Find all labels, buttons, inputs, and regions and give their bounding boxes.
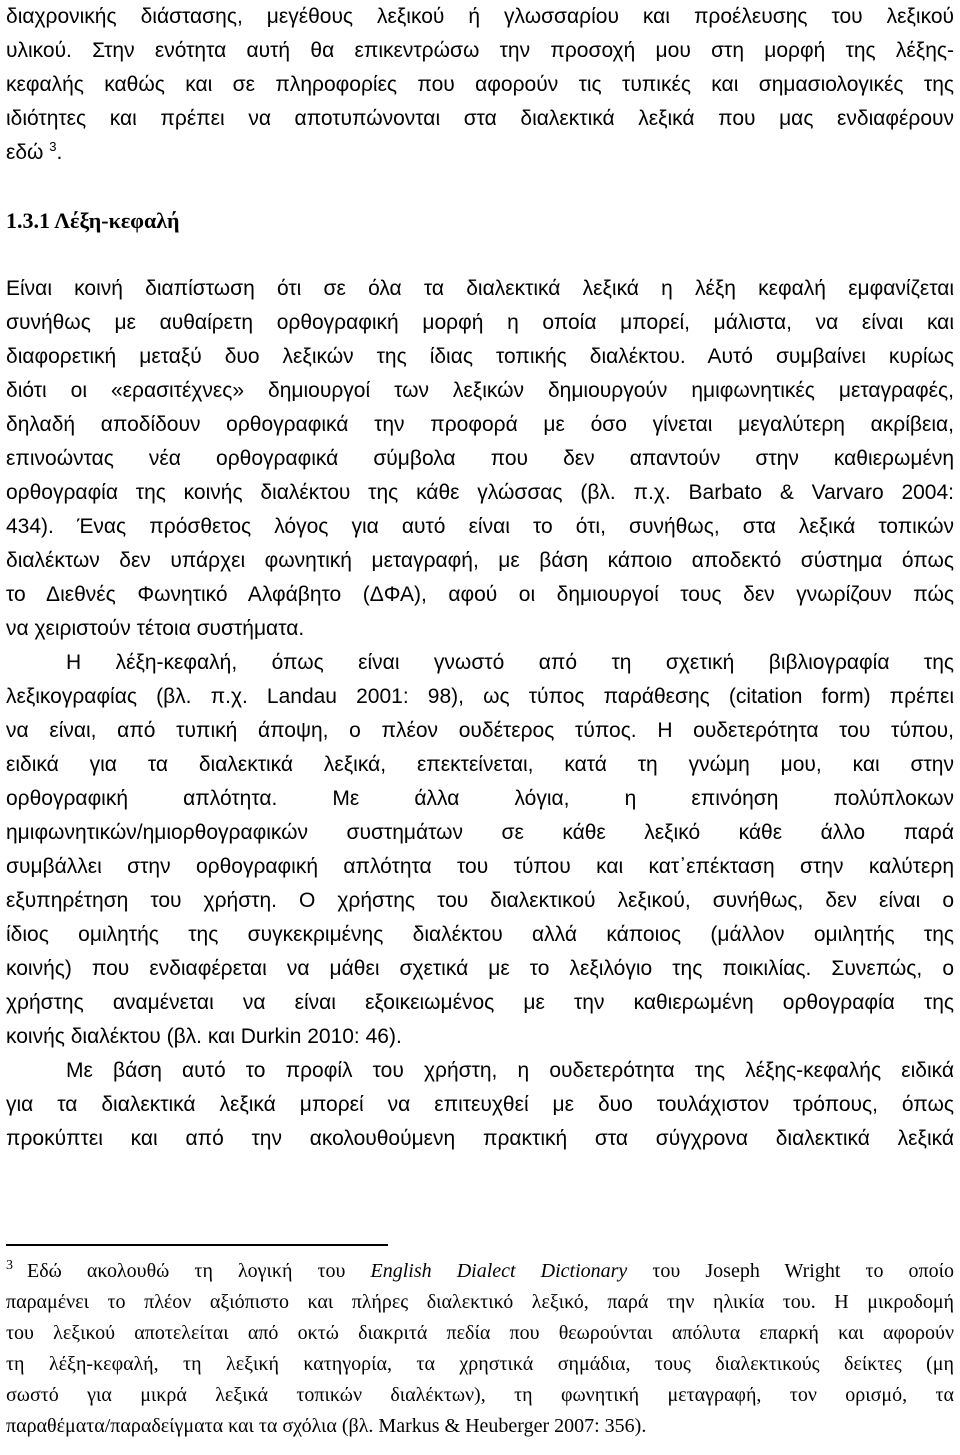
- paragraph-3: [6, 1054, 954, 1156]
- text-line: Είναι κοινή διαπίστωση ότι σε όλα τα διαλεκτικά λεξικά η λέξη κεφαλή εμφανίζεται: [6, 277, 954, 300]
- text-line: λεξικογραφίας (βλ. π.χ. Landau 2001: 98), ως τύπος παράθεσης (citation form) πρέπει: [6, 685, 954, 708]
- text-line: κεφαλής καθώς και σε πληροφορίες που αφορούν τις τυπικές και σημασιολογικές της: [6, 73, 954, 96]
- text-line: προκύπτει και από την ακολουθούμενη πρακτική στα σύγχρονα διαλεκτικά λεξικά: [6, 1127, 954, 1150]
- footnote-separator: [6, 1244, 388, 1246]
- spacer: [6, 170, 954, 204]
- text-line: 434). Ένας πρόσθετος λόγος για αυτό είναι το ότι, συνήθως, στα λεξικά τοπικών: [6, 515, 954, 538]
- paragraph-1: [6, 272, 954, 646]
- footnote-line: του λεξικού αποτελείται από οκτώ διακριτά πεδία που θεωρούνται απόλυτα επαρκή και αφορούν: [6, 1322, 954, 1344]
- section-heading: 1.3.1 Λέξη-κεφαλή: [6, 208, 180, 233]
- text-line: ειδικά για τα διαλεκτικά λεξικά, επεκτείνεται, κατά τη γνώμη μου, και στην: [6, 753, 954, 776]
- text-line: εξυπηρέτηση του χρήστη. Ο χρήστης του διαλεκτικού λεξικού, συνήθως, δεν είναι ο: [6, 889, 954, 912]
- text-line: το Διεθνές Φωνητικό Αλφάβητο (ΔΦΑ), αφού οι δημιουργοί τους δεν γνωρίζουν πώς: [6, 583, 954, 606]
- footnote-line: σωστό για μικρά λεξικά τοπικών διαλέκτων), τη φωνητική μεταγραφή, τον ορισμό, τα: [6, 1384, 954, 1406]
- footnotes: [6, 1256, 954, 1442]
- text-line: διαχρονικής διάστασης, μεγέθους λεξικού ή γλωσσαρίου και προέλευσης του λεξικού: [6, 5, 954, 28]
- text-line: ημιφωνητικών/ημιορθογραφικών συστημάτων σε κάθε λεξικό κάθε άλλο παρά: [6, 821, 954, 844]
- text-line: ίδιος ομιλητής της συγκεκριμένης διαλέκτου αλλά κάποιος (μάλλον ομιλητής της: [6, 923, 954, 946]
- text-line: ορθογραφία της κοινής διαλέκτου της κάθε γλώσσας (βλ. π.χ. Barbato & Varvaro 2004:: [6, 481, 954, 504]
- text-line: κοινής διαλέκτου (βλ. και Durkin 2010: 46).: [6, 1025, 402, 1048]
- text-fragment: εδώ: [6, 141, 44, 164]
- paragraph-2: [6, 646, 954, 1054]
- spacer: [6, 238, 954, 272]
- footnote-number: 3: [6, 1258, 13, 1274]
- text-line: συνήθως με αυθαίρετη ορθογραφική μορφή η οποία μπορεί, μάλιστα, να είναι και: [6, 311, 954, 334]
- text-line: Με βάση αυτό το προφίλ του χρήστη, η ουδετερότητα της λέξης-κεφαλής ειδικά: [66, 1059, 954, 1082]
- footnote-line: παραμένει το πλέον αξιόπιστο και πλήρες διαλεκτικό λεξικό, παρά την ηλικία του. Η μικροδομή: [6, 1291, 954, 1313]
- footnote-reference[interactable]: 3: [49, 139, 57, 154]
- text-line: υλικού. Στην ενότητα αυτή θα επικεντρώσω την προσοχή μου στη μορφή της λέξης-: [6, 39, 954, 62]
- text-line: χρήστης αναμένεται να είναι εξοικειωμένος με την καθιερωμένη ορθογραφία της: [6, 991, 954, 1014]
- text-line: διαφορετική μεταξύ δυο λεξικών της ίδιας τοπικής διαλέκτου. Αυτό συμβαίνει κυρίως: [6, 345, 954, 368]
- intro-paragraph: [6, 0, 954, 170]
- document-page: [6, 0, 954, 1156]
- text-line: Η λέξη-κεφαλή, όπως είναι γνωστό από τη σχετική βιβλιογραφία της: [66, 651, 954, 674]
- text-line: ιδιότητες και πρέπει να αποτυπώνονται στα διαλεκτικά λεξικά που μας ενδιαφέρουν: [6, 107, 954, 130]
- footnote-line: [6, 1256, 954, 1287]
- text-fragment: .: [56, 141, 63, 164]
- text-line: να χειριστούν τέτοια συστήματα.: [6, 617, 305, 640]
- text-line: διαλέκτων δεν υπάρχει φωνητική μεταγραφή, με βάση κάποιο αποδεκτό σύστημα όπως: [6, 549, 954, 572]
- footnote-line: τη λέξη-κεφαλή, τη λεξική κατηγορία, τα χρηστικά σημάδια, τους διαλεκτικούς δείκτες (μη: [6, 1353, 954, 1375]
- text-line: διότι οι «ερασιτέχνες» δημιουργοί των λεξικών δημιουργούν ημιφωνητικές μεταγραφές,: [6, 379, 954, 402]
- text-line: δηλαδή αποδίδουν ορθογραφικά την προφορά με όσο γίνεται μεγαλύτερη ακρίβεια,: [6, 413, 954, 436]
- text-line: επινοώντας νέα ορθογραφικά σύμβολα που δεν απαντούν στην καθιερωμένη: [6, 447, 954, 470]
- text-line: να είναι, από τυπική άποψη, ο πλέον ουδέτερος τύπος. Η ουδετερότητα του τύπου,: [6, 719, 954, 742]
- book-title: English Dialect Dictionary: [370, 1260, 628, 1282]
- footnote-line: παραθέματα/παραδείγματα και τα σχόλια (βλ. Markus & Heuberger 2007: 356).: [6, 1415, 647, 1437]
- text-line: για τα διαλεκτικά λεξικά μπορεί να επιτευχθεί με δυο τουλάχιστον τρόπους, όπως: [6, 1093, 954, 1116]
- text-line: [6, 136, 954, 170]
- text-line: συμβάλλει στην ορθογραφική απλότητα του τύπου και κατ᾽επέκταση στην καλύτερη: [6, 855, 954, 878]
- text-line: ορθογραφική απλότητα. Με άλλα λόγια, η επινόηση πολύπλοκων: [6, 787, 954, 810]
- text-fragment: Εδώ ακολουθώ τη λογική του: [27, 1260, 346, 1282]
- text-fragment: του Joseph Wright το οποίο: [652, 1260, 955, 1282]
- text-line: κοινής) που ενδιαφέρεται να μάθει σχετικά με το λεξιλόγιο της ποικιλίας. Συνεπώς, ο: [6, 957, 954, 980]
